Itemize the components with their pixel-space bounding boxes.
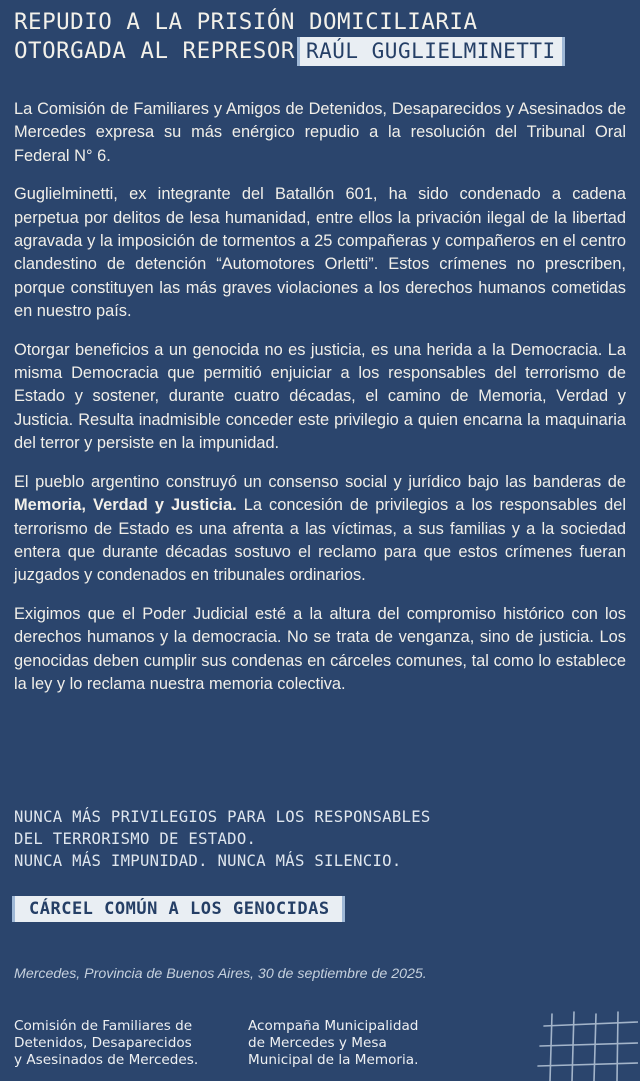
signature-left-line-1: Comisión de Familiares de (14, 1018, 193, 1034)
page-title (14, 8, 629, 66)
title-line-2-prefix: OTORGADA AL REPRESOR (14, 38, 295, 64)
statement-body (14, 98, 626, 711)
signature-right-line-1: Acompaña Municipalidad (248, 1018, 419, 1034)
slogan-banner: CÁRCEL COMÚN A LOS GENOCIDAS (12, 896, 345, 922)
slogan-line-3: NUNCA MÁS IMPUNIDAD. NUNCA MÁS SILENCIO. (14, 852, 402, 870)
title-highlight-name: RAÚL GUGLIELMINETTI (297, 37, 565, 66)
paragraph-3: Otorgar beneficios a un genocida no es justicia, es una herida a la Democracia. La misma Democracia que permitió enjuiciar a los responsables del terrorismo de Estado y sostener, durante cuatro décadas, el camino de Memoria, Verdad y Justicia. Resulta inadmisible conceder este privilegio a quien encarna la maquinaria del terror y persiste en la impunidad. (14, 340, 626, 453)
slogan-line-2: DEL TERRORISMO DE ESTADO. (14, 830, 257, 848)
paragraph-2: Guglielminetti, ex integrante del Batallón 601, ha sido condenado a cadena perpetua por delitos de lesa humanidad, entre ellos la privación ilegal de la libertad agravada y la imposición de tormentos a 25 compañeras y compañeros en el centro clandestino de detención “Automotores Orletti”. Estos crímenes no prescriben, porque constituyen las más graves violaciones a los derechos humanos cometidas en nuestro país. (14, 185, 626, 321)
paragraph-5: Exigimos que el Poder Judicial esté a la altura del compromiso histórico con los derechos humanos y la democracia. No se trata de venganza, sino de justicia. Los genocidas deben cumplir sus condenas en cárceles comunes, tal como lo establece la ley y lo reclama nuestra memoria colectiva. (14, 604, 626, 693)
paragraph-4-bold: Memoria, Verdad y Justicia. (14, 496, 237, 515)
grid-lines-icon (534, 1010, 638, 1081)
title-line-1: REPUDIO A LA PRISIÓN DOMICILIARIA (14, 9, 478, 35)
paragraph-4-before: El pueblo argentino construyó un consenso social y jurídico bajo las banderas de (14, 472, 626, 491)
paragraph-4-after: La concesión de privilegios a los responsables del terrorismo de Estado es una afrenta a las víctimas, a sus familias y a la sociedad entera que durante décadas sostuvo el reclamo para que estos crímenes fueran juzgados y condenados en tribunales ordinarios. (14, 496, 626, 585)
signature-left (14, 1018, 216, 1069)
paragraph-1: La Comisión de Familiares y Amigos de Detenidos, Desaparecidos y Asesinados de Mercedes expresa su más enérgico repudio a la resolución del Tribunal Oral Federal N° 6. (14, 100, 626, 165)
place-date: Mercedes, Provincia de Buenos Aires, 30 de septiembre de 2025. (14, 966, 427, 982)
signature-right (248, 1018, 444, 1069)
signature-right-line-2: de Mercedes y Mesa (248, 1035, 387, 1051)
slogan-line-1: NUNCA MÁS PRIVILEGIOS PARA LOS RESPONSABLES (14, 808, 431, 826)
paragraph-4 (14, 471, 626, 588)
signature-left-line-3: y Asesinados de Mercedes. (14, 1052, 199, 1068)
slogan-block (14, 806, 626, 872)
title-line-2 (14, 37, 629, 66)
signature-right-line-3: Municipal de la Memoria. (248, 1052, 419, 1068)
signature-left-line-2: Detenidos, Desaparecidos (14, 1035, 192, 1051)
